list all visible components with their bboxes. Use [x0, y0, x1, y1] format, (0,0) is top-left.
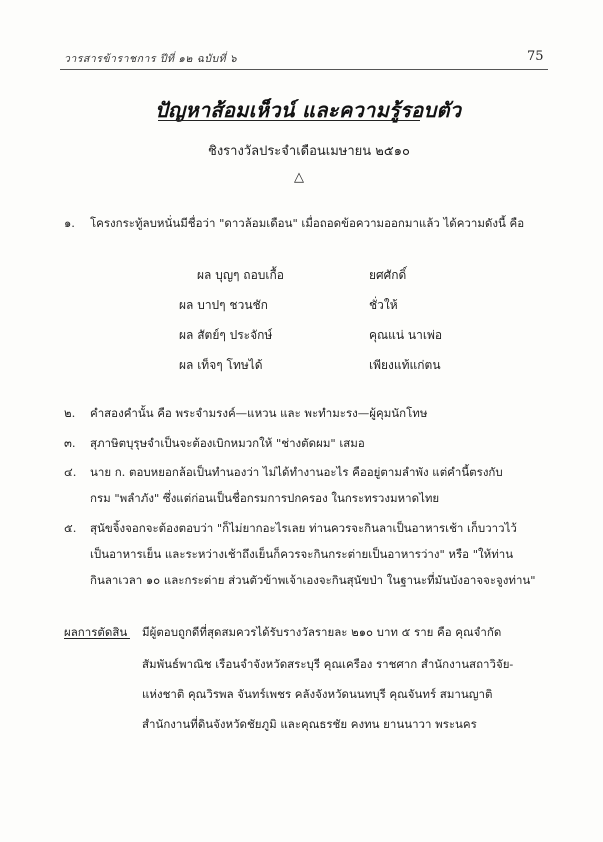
page-number: 75 [527, 49, 544, 64]
item-number: ๕. [64, 521, 77, 535]
verse-left: ผล บุญๆ ถอบเกื้อ [197, 268, 284, 282]
results-text: แห่งชาติ คุณวิรพล จันทร์เพชร คลังจังหวัดนนทบุรี คุณจันทร์ สมานญาติ [142, 687, 493, 701]
item-text: สุภาษิตบุรุษจำเป็นจะต้องเบิกหมวกให้ "ช่างตัดผม" เสมอ [90, 436, 365, 450]
item-number: ๒. [64, 406, 76, 420]
verse-right: คุณแน่ นาเพ่อ [369, 328, 443, 342]
page-title: ปัญหาส้อมเห็วน์ และความรู้รอบตัว [155, 98, 462, 122]
item-text: สุนัขจิ้งจอกจะต้องตอบว่า "ก็ไม่ยากอะไรเลย ท่านควรจะกินลาเป็นอาหารเช้า เก็บวาวไว้ [90, 521, 517, 535]
item-number: ๔. [64, 465, 77, 479]
item-text: เป็นอาหารเย็น และระหว่างเช้าถึงเย็นก็ควรจะกินกระต่ายเป็นอาหารว่าง" หรือ "ให้ท่าน [90, 547, 514, 561]
item-text: โครงกระทู้ลบหนั่นมีชื่อว่า "ดาวล้อมเดือน" เมื่อถอดข้อความออกมาแล้ว ได้ความดังนี้ คือ [90, 216, 525, 230]
verse-right: ยศศักดิ์ [369, 268, 407, 282]
verse-left: ผล บาปๆ ชวนชัก [179, 298, 268, 312]
item-number: ๑. [64, 216, 75, 230]
results-label-underline [64, 638, 130, 639]
item-text: นาย ก. ตอบหยอกล้อเป็นทำนองว่า ไม่ได้ทำงานอะไร คืออยู่ตามลำพัง แต่คำนี้ตรงกับ [90, 465, 503, 479]
running-head: วารสารข้าราชการ ปีที่ ๑๒ ฉบับที่ ๖ [64, 53, 238, 65]
verse-left: ผล เท็จๆ โทษได้ [179, 358, 263, 372]
verse-left: ผล สัตย์ๆ ประจักษ์ [179, 328, 273, 342]
title-underline [158, 120, 420, 121]
item-number: ๓. [64, 436, 76, 450]
results-label: ผลการตัดสิน [64, 625, 128, 639]
triangle-ornament: △ [294, 170, 304, 185]
verse-right: เพียงแท้แก่ตน [369, 358, 441, 372]
item-text: กรม "พลำภัง" ซึ่งแต่ก่อนเป็นชื่อกรมการปกครอง ในกระทรวงมหาดไทย [90, 491, 440, 505]
verse-right: ชั่วให้ [369, 298, 398, 312]
item-text: คำสองคำนั้น คือ พระจำมรงค์—แหวน และ พะทำมะรง—ผู้คุมนักโทษ [90, 406, 428, 420]
results-text: สำนักงานที่ดินจังหวัดชัยภูมิ และคุณธรชัย คงทน ยานนาวา พระนคร [142, 717, 477, 731]
header-rule [60, 69, 548, 70]
results-text: มีผู้ตอบถูกดีที่สุดสมควรได้รับรางวัลรายละ ๒๑๐ บาท ๕ ราย คือ คุณจำกัด [142, 625, 502, 639]
subtitle: ชิงรางวัลประจำเดือนเมษายน ๒๕๑๐ [208, 144, 410, 159]
item-text: กินลาเวลา ๑๐ และกระต่าย ส่วนตัวข้าพเจ้าเองจะกินสุนัขป่า ในฐานะที่มันบังอาจจะจูงท่าน" [90, 573, 536, 587]
results-text: สัมพันธ์พาณิช เรือนจำจังหวัดสระบุรี คุณเครือง ราชศาก สำนักงานสถาวิจัย- [142, 657, 514, 671]
